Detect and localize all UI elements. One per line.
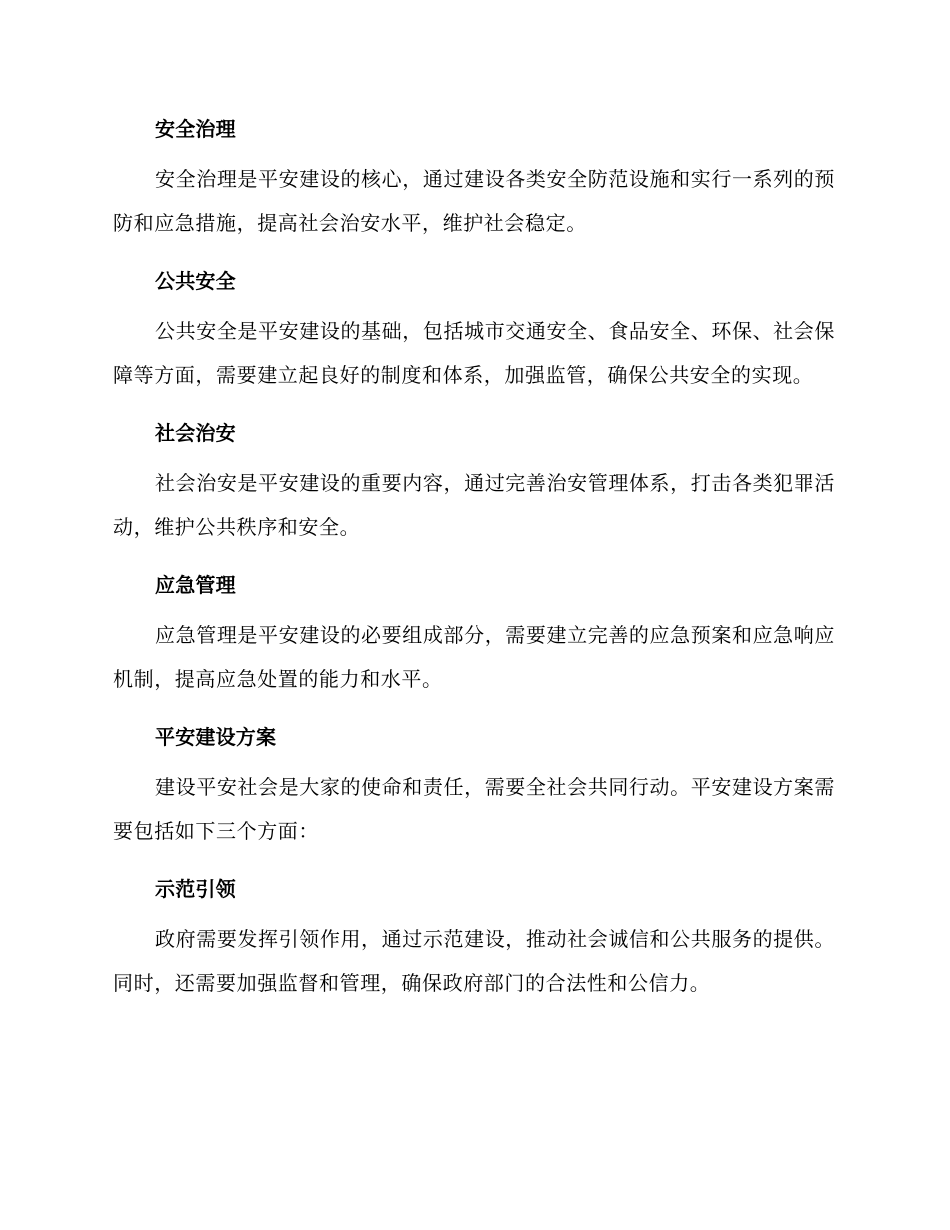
section-paragraph: 安全治理是平安建设的核心，通过建设各类安全防范设施和实行一系列的预防和应急措施，提高社会治安水平，维护社会稳定。	[113, 167, 835, 235]
section-public-safety	[113, 263, 835, 397]
section-paragraph: 建设平安社会是大家的使命和责任，需要全社会共同行动。平安建设方案需要包括如下三个方面：	[113, 775, 835, 843]
section-heading: 社会治安	[155, 421, 236, 445]
section-paragraph: 应急管理是平安建设的必要组成部分，需要建立完善的应急预案和应急响应机制，提高应急处置的能力和水平。	[113, 623, 835, 691]
section-safety-plan	[113, 719, 835, 853]
document-content	[113, 111, 835, 1023]
section-paragraph: 社会治安是平安建设的重要内容，通过完善治安管理体系，打击各类犯罪活动，维护公共秩序和安全。	[113, 471, 835, 539]
section-heading: 应急管理	[155, 573, 236, 597]
section-public-order	[113, 415, 835, 549]
section-emergency-management	[113, 567, 835, 701]
section-heading: 示范引领	[155, 877, 236, 901]
section-safety-governance	[113, 111, 835, 245]
section-heading: 公共安全	[155, 269, 236, 293]
section-demonstration-leadership	[113, 871, 835, 1005]
section-paragraph: 公共安全是平安建设的基础，包括城市交通安全、食品安全、环保、社会保障等方面，需要建立起良好的制度和体系，加强监管，确保公共安全的实现。	[113, 319, 835, 387]
section-heading: 安全治理	[155, 117, 236, 141]
section-paragraph: 政府需要发挥引领作用，通过示范建设，推动社会诚信和公共服务的提供。同时，还需要加强监督和管理，确保政府部门的合法性和公信力。	[113, 927, 835, 995]
section-heading: 平安建设方案	[155, 725, 277, 749]
